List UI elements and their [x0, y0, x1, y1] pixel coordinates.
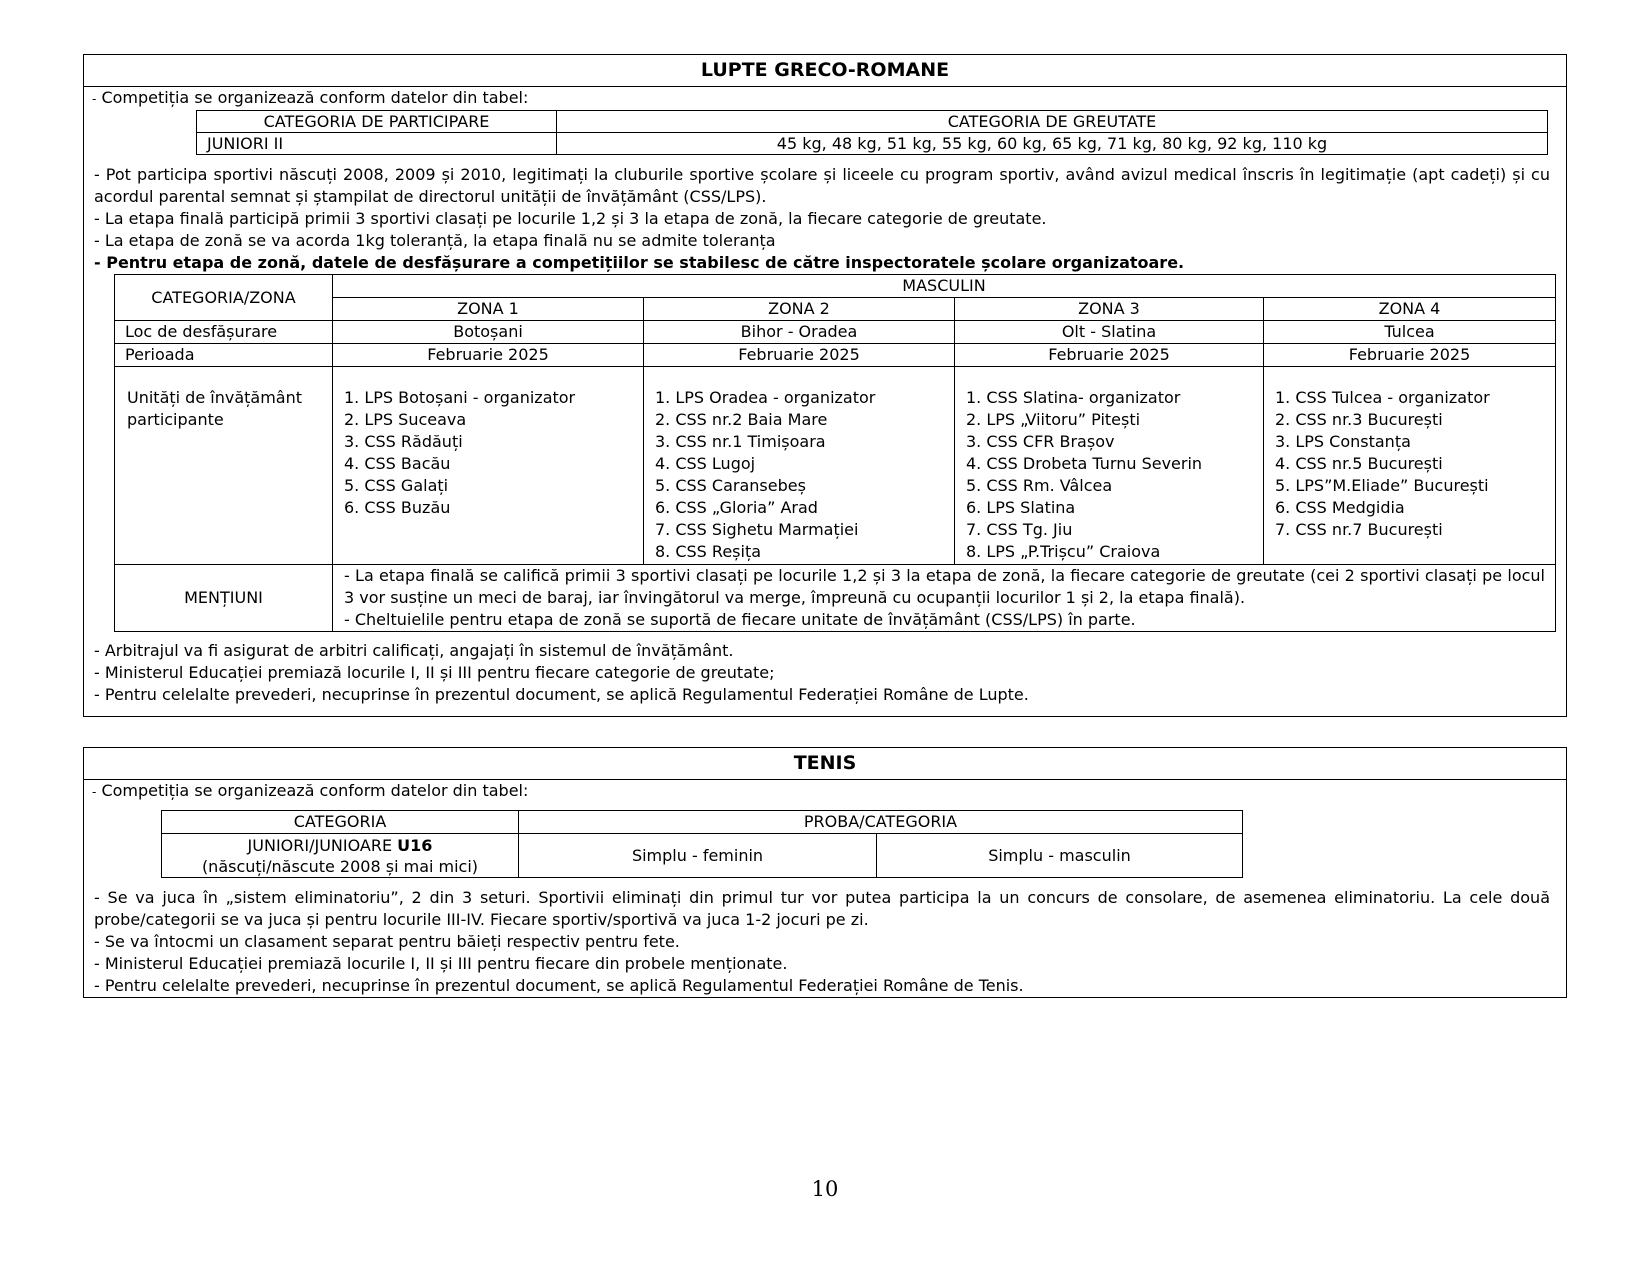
list-item: 6. CSS „Gloria” Arad: [655, 498, 818, 517]
units-list: [955, 367, 1264, 565]
row-label: MENȚIUNI: [115, 565, 333, 632]
list-item: 4. CSS Drobeta Turnu Severin: [966, 454, 1203, 473]
units-list: [333, 367, 644, 565]
list-item: 5. CSS Caransebeș: [655, 476, 806, 495]
intro-line: - Competiția se organizează conform datelor din tabel:: [92, 781, 529, 800]
event-cell: Simplu - feminin: [519, 834, 877, 878]
zone-header: ZONA 4: [1264, 298, 1556, 321]
list-item: 1. CSS Tulcea - organizator: [1275, 388, 1490, 407]
section-lupte: [83, 54, 1567, 717]
table-header-row: [115, 275, 1556, 298]
header-cell: CATEGORIA DE GREUTATE: [557, 111, 1548, 133]
list-item: 2. LPS Suceava: [344, 410, 467, 429]
zone-header: ZONA 1: [333, 298, 644, 321]
section-title: LUPTE GRECO-ROMANE: [84, 55, 1566, 87]
header-cell: CATEGORIA DE PARTICIPARE: [197, 111, 557, 133]
list-item: 3. LPS Constanța: [1275, 432, 1411, 451]
zone-header: ZONA 2: [644, 298, 955, 321]
list-item: 8. CSS Reșița: [655, 542, 762, 561]
table-cell: Botoșani: [333, 321, 644, 344]
list-item: 7. CSS nr.7 București: [1275, 520, 1443, 539]
list-item: 1. CSS Slatina- organizator: [966, 388, 1181, 407]
list-item: 3. CSS Rădăuți: [344, 432, 463, 451]
table-cell: Februarie 2025: [955, 344, 1264, 367]
list-item: 5. LPS”M.Eliade” București: [1275, 476, 1489, 495]
table-row: [162, 834, 1243, 878]
zones-table: [114, 274, 1556, 632]
paragraph: - La etapa finală participă primii 3 sportivi clasați pe locurile 1,2 și 3 la etapa de zonă, la fiecare categorie de greutate.: [94, 209, 1047, 228]
list-item: 6. LPS Slatina: [966, 498, 1076, 517]
list-item: 5. CSS Galați: [344, 476, 449, 495]
tenis-paragraphs: [84, 887, 1566, 997]
list-item: 4. CSS nr.5 București: [1275, 454, 1443, 473]
paragraph-bold: - Pentru etapa de zonă, datele de desfășurare a competițiilor se stabilesc de către inspectoratele școlare organizatoare.: [94, 253, 1185, 272]
row-label: Perioada: [115, 344, 333, 367]
event-cell: Simplu - masculin: [877, 834, 1243, 878]
table-cell: Tulcea: [1264, 321, 1556, 344]
list-item: 4. CSS Bacău: [344, 454, 451, 473]
row-label: Loc de desfășurare: [115, 321, 333, 344]
units-list: [1264, 367, 1556, 565]
table-cell: Februarie 2025: [333, 344, 644, 367]
table-row: [115, 344, 1556, 367]
category-cell: JUNIORI/JUNIOARE U16 (născuți/născute 2008 și mai mici): [162, 834, 519, 878]
table-row: [115, 367, 1556, 565]
units-list: [644, 367, 955, 565]
table-cell: Februarie 2025: [1264, 344, 1556, 367]
mentions-cell: [333, 565, 1556, 632]
zone-header: ZONA 3: [955, 298, 1264, 321]
intro-line: - Competiția se organizează conform datelor din tabel:: [92, 88, 529, 107]
table-header-row: [197, 111, 1548, 133]
paragraph: - La etapa de zonă se va acorda 1kg toleranță, la etapa finală nu se admite toleranța: [94, 231, 776, 250]
list-item: 1. LPS Oradea - organizator: [655, 388, 876, 407]
tenis-table: [161, 810, 1243, 878]
group-header: MASCULIN: [333, 275, 1556, 298]
header-cell: CATEGORIA: [162, 811, 519, 834]
list-item: 6. CSS Medgidia: [1275, 498, 1405, 517]
paragraph: - Ministerul Educației premiază locurile I, II și III pentru fiecare categorie de greutate;: [94, 663, 775, 682]
paragraph: - Arbitrajul va fi asigurat de arbitri calificați, angajați în sistemul de învățământ.: [94, 641, 734, 660]
mention: - La etapa finală se califică primii 3 sportivi clasați pe locurile 1,2 și 3 la etapa de zonă, la fiecare categorie de greutate (cei 2 sportivi clasați pe locul 3 vor susține un meci de baraj, iar învingătorul va merge, împreună cu ocupanții locurilor 1 și 2, la etapa finală).: [344, 566, 1545, 607]
paragraph: - Pentru celelalte prevederi, necuprinse în prezentul document, se aplică Regulamentul Federației Române de Lupte.: [94, 685, 1029, 704]
closing-paragraphs: [84, 640, 1566, 706]
list-item: 2. CSS nr.2 Baia Mare: [655, 410, 828, 429]
paragraph: - Ministerul Educației premiază locurile I, II și III pentru fiecare din probele menționate.: [94, 954, 788, 973]
list-item: 3. CSS nr.1 Timișoara: [655, 432, 826, 451]
table-header-row: [162, 811, 1243, 834]
table-cell: Olt - Slatina: [955, 321, 1264, 344]
table-cell: Februarie 2025: [644, 344, 955, 367]
list-item: 7. CSS Tg. Jiu: [966, 520, 1073, 539]
mention: - Cheltuielile pentru etapa de zonă se suportă de fiecare unitate de învățământ (CSS/LPS) în parte.: [344, 610, 1136, 629]
table-cell: 45 kg, 48 kg, 51 kg, 55 kg, 60 kg, 65 kg, 71 kg, 80 kg, 92 kg, 110 kg: [557, 133, 1548, 155]
section-title: TENIS: [84, 748, 1566, 780]
list-item: 3. CSS CFR Brașov: [966, 432, 1115, 451]
list-item: 2. LPS „Viitoru” Pitești: [966, 410, 1141, 429]
section-tenis: [83, 747, 1567, 998]
list-item: 4. CSS Lugoj: [655, 454, 756, 473]
paragraph: - Se va juca în „sistem eliminatoriu”, 2 din 3 seturi. Sportivii eliminați din primul tur vor putea participa la un concurs de consolare, de asemenea eliminatoriu. La cele două probe/categorii se va juca și pentru locurile III-IV. Fiecare sportiv/sportivă va juca 1-2 jocuri pe zi.: [94, 888, 1550, 929]
list-item: 1. LPS Botoșani - organizator: [344, 388, 576, 407]
list-item: 5. CSS Rm. Vâlcea: [966, 476, 1113, 495]
row-label: Unități de învățământ participante: [115, 367, 333, 565]
corner-cell: CATEGORIA/ZONA: [115, 275, 333, 321]
header-cell: PROBA/CATEGORIA: [519, 811, 1243, 834]
table-row: [197, 133, 1548, 155]
table-row: [115, 321, 1556, 344]
paragraph: - Pot participa sportivi născuți 2008, 2009 și 2010, legitimați la cluburile sportive școlare și liceele cu program sportiv, având avizul medical înscris în legitimație (apt cadeți) și cu acordul parental semnat și ștampilat de directorul unității de învățământ (CSS/LPS).: [94, 165, 1550, 206]
table-cell: JUNIORI II: [197, 133, 557, 155]
table-row: [115, 565, 1556, 632]
list-item: 8. LPS „P.Trișcu” Craiova: [966, 542, 1161, 561]
paragraph: - Pentru celelalte prevederi, necuprinse în prezentul document, se aplică Regulamentul Federației Române de Tenis.: [94, 976, 1024, 995]
paragraph: - Se va întocmi un clasament separat pentru băieți respectiv pentru fete.: [94, 932, 680, 951]
table-cell: Bihor - Oradea: [644, 321, 955, 344]
weights-table: [196, 110, 1548, 155]
list-item: 7. CSS Sighetu Marmației: [655, 520, 859, 539]
rules-paragraphs: [84, 164, 1566, 274]
page-number: 10: [811, 1177, 839, 1201]
list-item: 2. CSS nr.3 București: [1275, 410, 1443, 429]
list-item: 6. CSS Buzău: [344, 498, 451, 517]
